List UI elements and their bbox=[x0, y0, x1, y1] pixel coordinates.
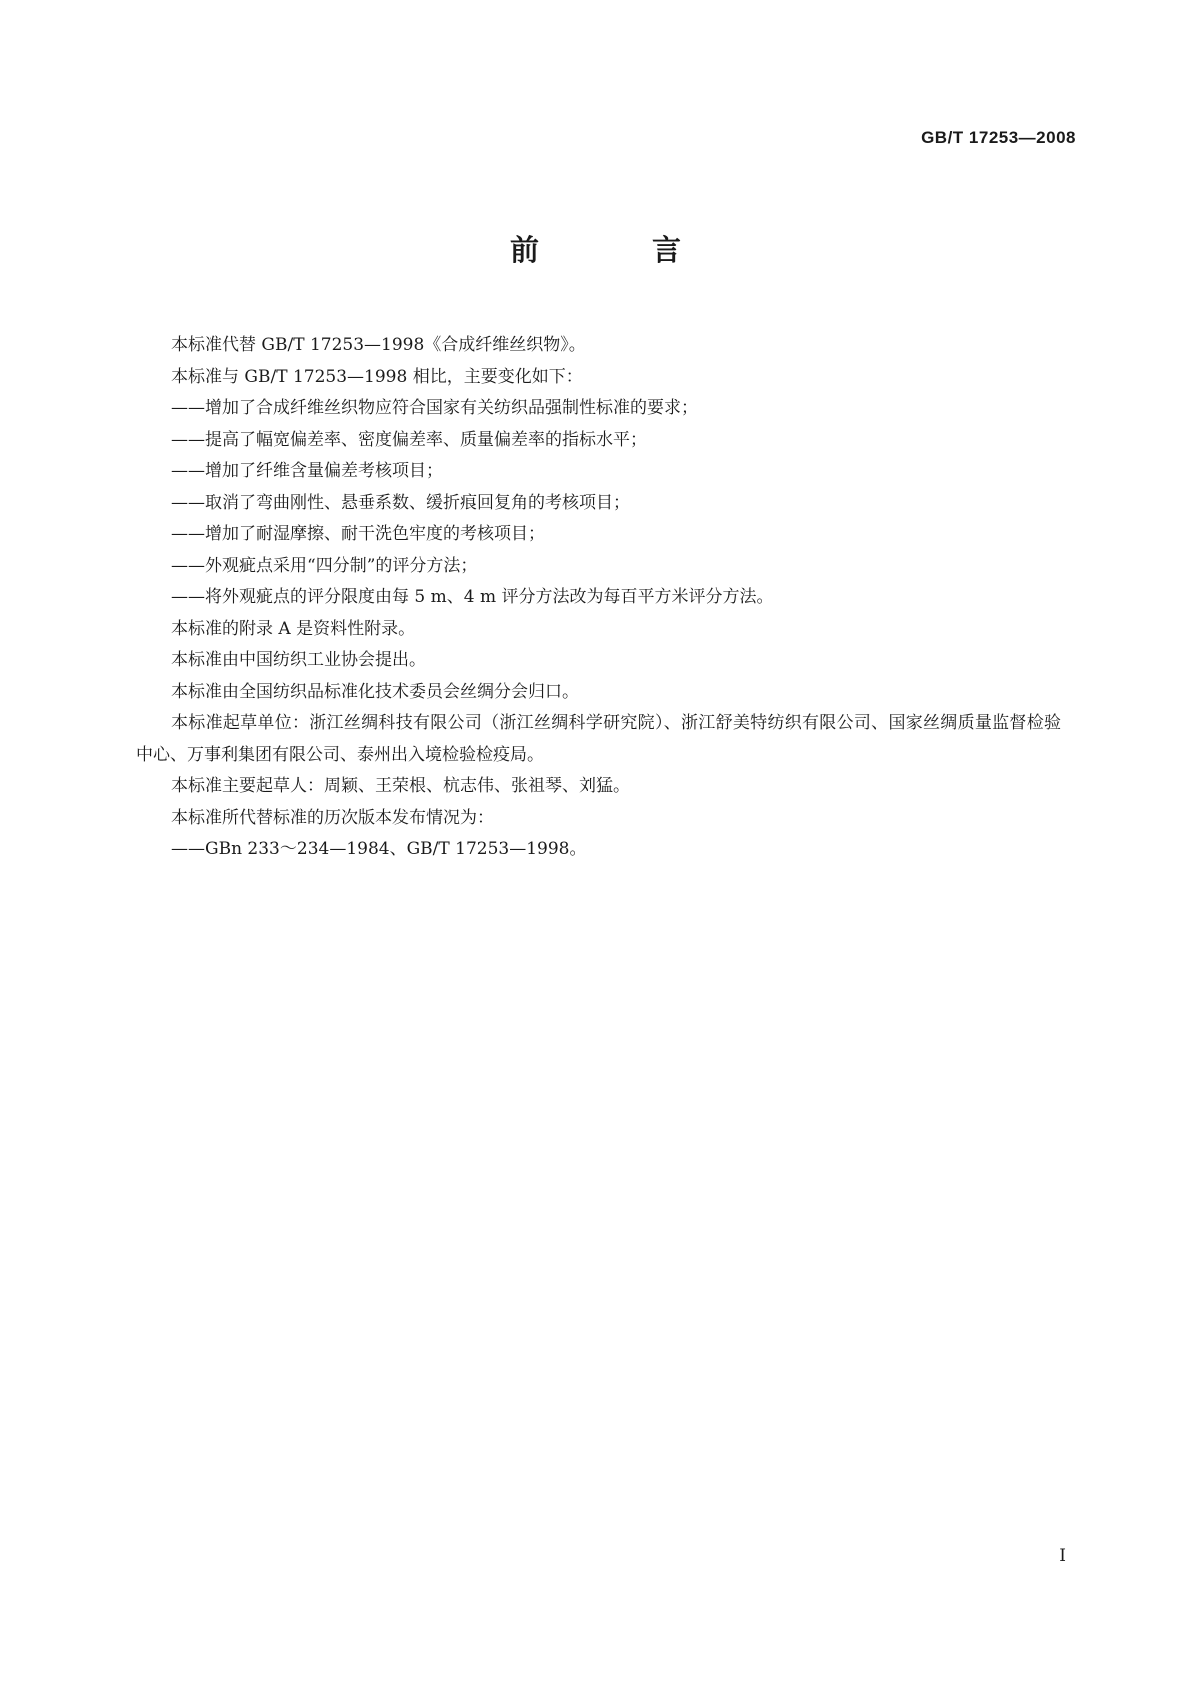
standard-code: GB/T 17253—2008 bbox=[921, 128, 1076, 147]
change-item: ——提高了幅宽偏差率、密度偏差率、质量偏差率的指标水平； bbox=[171, 429, 647, 450]
paragraph-centralized-by: 本标准由全国纺织品标准化技术委员会丝绸分会归口。 bbox=[171, 681, 579, 702]
paragraph-proposed-by: 本标准由中国纺织工业协会提出。 bbox=[171, 650, 426, 670]
change-item: ——将外观疵点的评分限度由每 5 m、4 m 评分方法改为每百平方米评分方法。 bbox=[171, 587, 774, 607]
change-item: ——外观疵点采用“四分制”的评分方法； bbox=[171, 555, 478, 576]
page-number: I bbox=[1059, 1546, 1066, 1566]
change-item: ——增加了合成纤维丝织物应符合国家有关纺织品强制性标准的要求； bbox=[171, 398, 698, 418]
paragraph-changes-intro: 本标准与 GB/T 17253—1998 相比，主要变化如下： bbox=[171, 366, 583, 387]
paragraph-replaces: 本标准代替 GB/T 17253—1998《合成纤维丝织物》。 bbox=[171, 335, 586, 355]
paragraph-annex: 本标准的附录 A 是资料性附录。 bbox=[171, 618, 416, 639]
paragraph-drafters: 本标准主要起草人：周颖、王荣根、杭志伟、张祖琴、刘猛。 bbox=[171, 776, 630, 796]
preface-body bbox=[136, 330, 1061, 866]
change-item: ——增加了纤维含量偏差考核项目； bbox=[171, 461, 443, 481]
change-item: ——取消了弯曲刚性、悬垂系数、缓折痕回复角的考核项目； bbox=[171, 492, 630, 513]
page-title: 前 言 bbox=[509, 233, 723, 267]
paragraph-drafting-units: 本标准起草单位：浙江丝绸科技有限公司（浙江丝绸科学研究院）、浙江舒美特纺织有限公司、国家丝绸质量监督检验中心、万事利集团有限公司、泰州出入境检验检疫局。 bbox=[136, 713, 1061, 765]
change-item: ——增加了耐湿摩擦、耐干洗色牢度的考核项目； bbox=[171, 524, 545, 544]
history-item: ——GBn 233～234—1984、GB/T 17253—1998。 bbox=[171, 839, 587, 859]
paragraph-history-intro: 本标准所代替标准的历次版本发布情况为： bbox=[171, 807, 494, 828]
